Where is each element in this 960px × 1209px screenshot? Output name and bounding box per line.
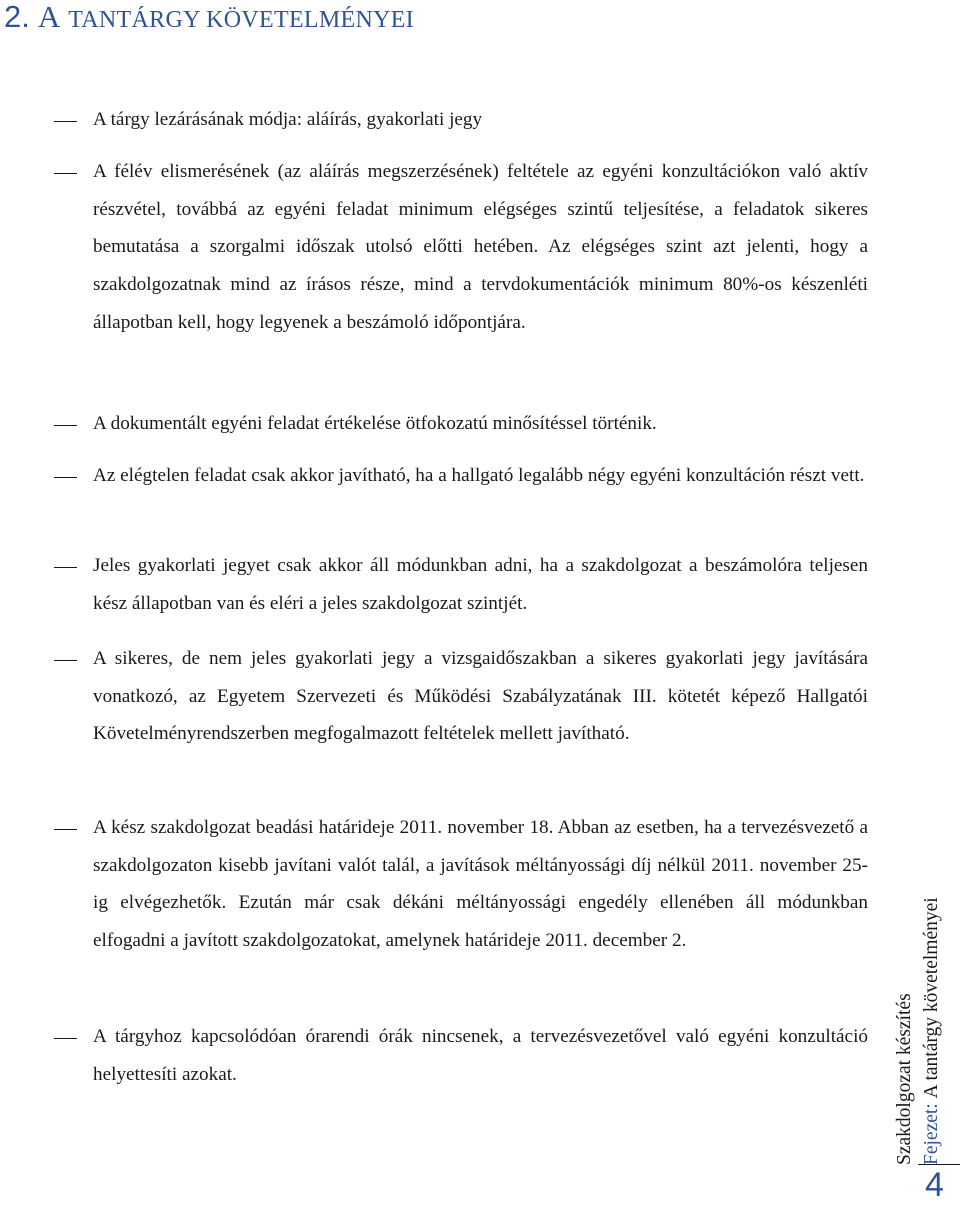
bullet-dash — [54, 477, 77, 478]
bullet-dash — [54, 173, 77, 174]
bullet-dash — [54, 425, 77, 426]
page-number: 4 — [925, 1166, 944, 1204]
requirement-item: A sikeres, de nem jeles gyakorlati jegy a vizsgaidőszakban a sikeres gyakorlati jegy javítására vonatkozó, az Egyetem Szervezeti és Működési Szabályzatának III. kötetét képező Hallgatói Követelményrendszerben megfogalmazott feltételek mellett javítható. — [93, 648, 868, 745]
requirement-item: A tárgyhoz kapcsolódóan órarendi órák nincsenek, a tervezésvezetővel való egyéni konzultáció helyettesíti azokat. — [93, 1026, 868, 1085]
chapter-reference — [918, 865, 945, 1165]
bullet-dash — [54, 121, 77, 122]
page-number-rule — [918, 1164, 960, 1165]
bullet-dash — [54, 1038, 77, 1039]
requirement-item: A félév elismerésének (az aláírás megszerzésének) feltétele az egyéni konzultációkon való aktív részvétel, továbbá az egyéni feladat minimum elégséges szintű teljesítése, a feladatok sikeres bemutatása a szorgalmi időszak utolsó előtti hetében. Az elégséges szint azt jelenti, hogy a szakdolgozatnak mind az írásos része, mind a tervdokumentációk minimum 80%-os készenléti állapotban kell, hogy legyenek a beszámoló időpontjára. — [93, 161, 868, 333]
bullet-dash — [54, 660, 77, 661]
requirement-item: A kész szakdolgozat beadási határideje 2011. november 18. Abban az esetben, ha a tervezésvezető a szakdolgozaton kisebb javítani valót talál, a javítások méltányossági díj nélkül 2011. november 25-ig elvégezhetők. Ezután már csak dékáni méltányossági engedély ellenében áll módunkban elfogadni a javított szakdolgozatokat, amelynek határideje 2011. december 2. — [93, 817, 868, 952]
bullet-dash — [54, 829, 77, 830]
chapter-title-rest: TANTÁRGY KÖVETELMÉNYEI — [68, 7, 414, 33]
bullet-dash — [54, 567, 77, 568]
requirement-item: Jeles gyakorlati jegyet csak akkor áll módunkban adni, ha a szakdolgozat a beszámolóra teljesen kész állapotban van és eléri a jeles szakdolgozat szintjét. — [93, 555, 868, 614]
chapter-reference-title: A tantárgy követelményei — [921, 897, 942, 1099]
chapter-title-initial: A — [37, 0, 61, 34]
requirement-item: A dokumentált egyéni feladat értékelése ötfokozatú minősítéssel történik. — [93, 413, 657, 434]
document-title: Szakdolgozat készítés — [894, 993, 915, 1165]
chapter-number: 2. — [4, 0, 30, 34]
chapter-label: Fejezet: — [921, 1103, 942, 1165]
requirement-item: Az elégtelen feladat csak akkor javítható, ha a hallgató legalább négy egyéni konzultáción részt vett. — [93, 465, 865, 486]
requirement-item: A tárgy lezárásának módja: aláírás, gyakorlati jegy — [93, 109, 483, 130]
chapter-heading — [4, 0, 414, 32]
side-running-title — [891, 865, 960, 1165]
